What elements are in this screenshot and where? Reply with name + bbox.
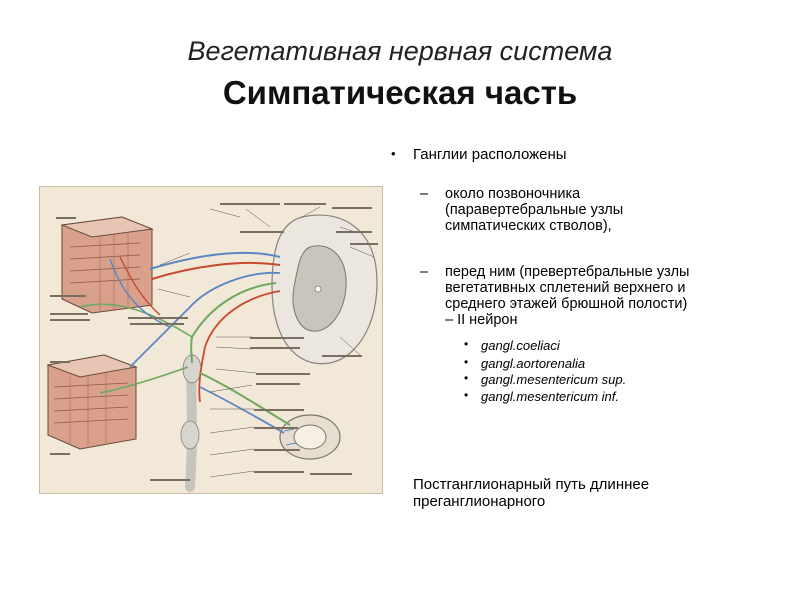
ganglion-item [464,355,586,371]
ganglion-name: gangl.mesentericum sup. [481,372,627,387]
dash-line: (паравертебральные узлы [445,202,624,218]
dash-marker: – [420,264,429,280]
sympathetic-pathways-figure [39,186,383,494]
postganglionary-note [413,476,649,510]
ganglion-item [464,371,627,387]
ganglion-name: gangl.coeliaci [481,338,560,353]
ganglion-name: gangl.mesentericum inf. [481,389,620,404]
dash-item-paravertebral [420,186,624,234]
figure-drawing [40,187,382,493]
sympathetic-trunk [181,355,201,487]
note-line: Постганглионарный путь длиннее [413,476,650,493]
slide-title-line1: Вегетативная нервная система [187,36,613,66]
dash-line: симпатических стволов), [445,218,612,234]
dash-line: перед ним (превертебральные узлы [445,264,690,280]
spinal-cord-section [272,215,377,364]
dash-marker: – [420,186,429,202]
dash-item-prevertebral [420,264,690,328]
skin-block-lower [48,355,136,449]
note-line: преганглионарного [413,493,546,510]
ganglion-item [464,337,560,353]
dash-line: около позвоночника [445,186,581,202]
intestine-section [280,415,340,459]
dash-line: среднего этажей брюшной полости) [445,296,688,312]
bullet-ganglia-location [391,146,567,163]
dash-line: – II нейрон [445,312,518,328]
bullet-marker: • [464,355,469,369]
dash-line: вегетативных сплетений верхнего и [445,280,686,296]
bullet-text: Ганглии расположены [413,146,567,163]
bullet-marker: • [464,371,469,385]
ganglion-item [464,388,620,404]
skin-block-upper [62,217,152,313]
bullet-marker: • [464,337,469,351]
ganglion-name: gangl.aortorenalia [481,356,586,371]
bullet-marker: • [464,388,469,402]
slide-title-line2: Симпатическая часть [222,74,578,111]
bullet-marker: • [391,146,396,161]
